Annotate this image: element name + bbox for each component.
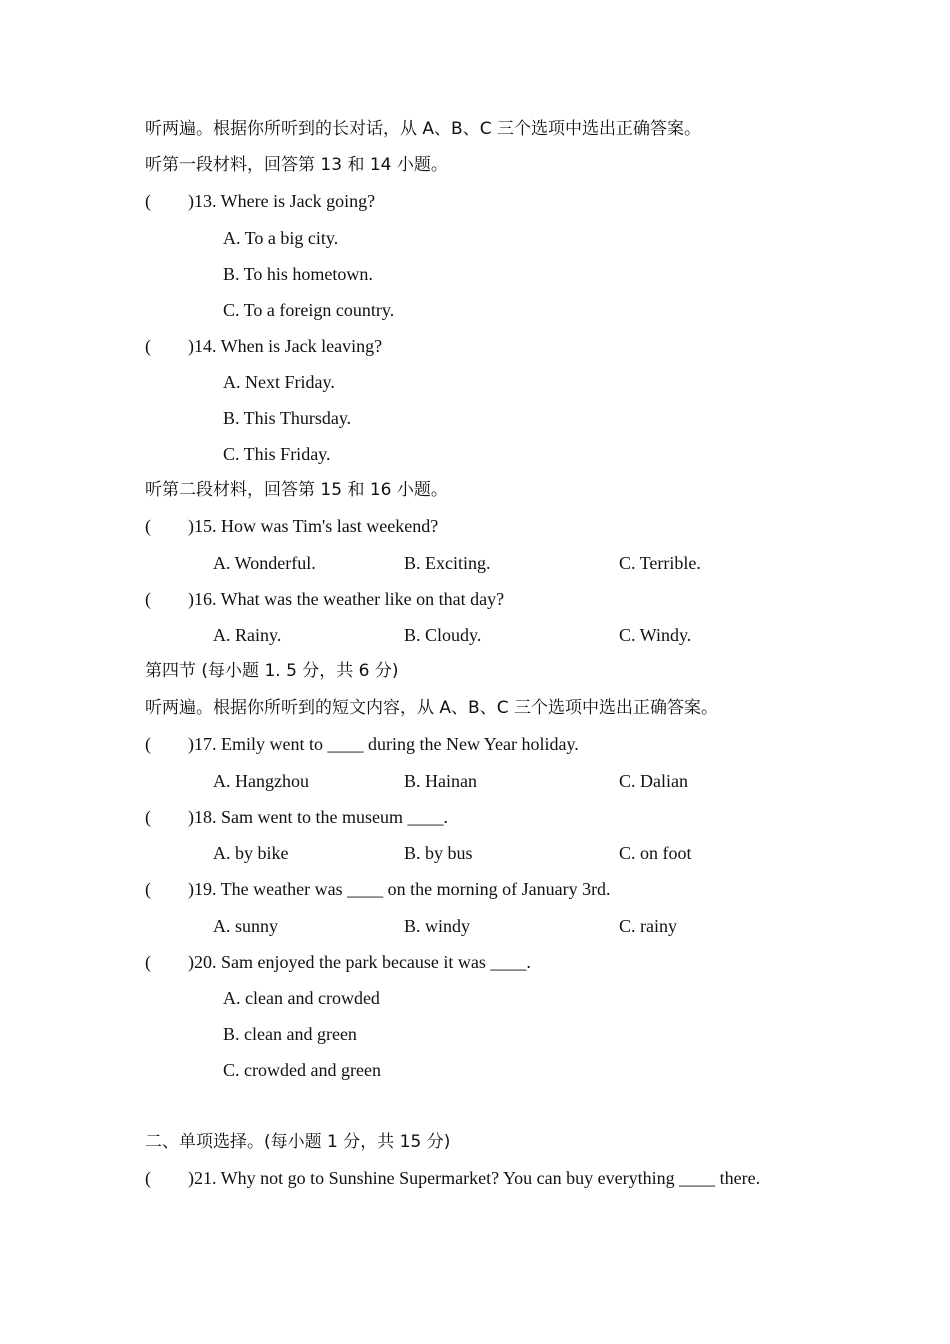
question-18-text: )18. Sam went to the museum ____.	[188, 807, 448, 827]
answer-blank-14[interactable]: (	[145, 336, 151, 356]
question-16-option-c: C. Windy.	[619, 625, 692, 645]
question-14-option-b: B. This Thursday.	[223, 408, 352, 428]
answer-blank-21[interactable]: (	[145, 1168, 151, 1188]
question-17-option-a: A. Hangzhou	[213, 771, 309, 791]
question-17-text: )17. Emily went to ____ during the New Year holiday.	[188, 734, 579, 754]
question-19-option-a: A. sunny	[213, 916, 279, 936]
question-19-option-c: C. rainy	[619, 916, 677, 936]
section-4-header: 第四节 (每小题 1. 5 分，共 6 分)	[145, 661, 399, 681]
question-20-option-a: A. clean and crowded	[223, 988, 380, 1008]
question-13-text: )13. Where is Jack going?	[188, 191, 376, 211]
question-18-option-a: A. by bike	[213, 843, 289, 863]
question-21-text: )21. Why not go to Sunshine Supermarket? You can buy everything ____ there.	[188, 1168, 761, 1188]
question-14-option-c: C. This Friday.	[223, 444, 331, 464]
instruction-long-dialogue: 听两遍。根据你所听到的长对话，从 A、B、C 三个选项中选出正确答案。	[145, 119, 701, 139]
question-18-option-c: C. on foot	[619, 843, 692, 863]
question-13-option-c: C. To a foreign country.	[223, 300, 395, 320]
answer-blank-15[interactable]: (	[145, 516, 151, 536]
question-17-option-c: C. Dalian	[619, 771, 688, 791]
instruction-material-1: 听第一段材料，回答第 13 和 14 小题。	[145, 155, 448, 175]
question-13-option-b: B. To his hometown.	[223, 264, 373, 284]
answer-blank-19[interactable]: (	[145, 879, 151, 899]
question-19-option-b: B. windy	[404, 916, 471, 936]
instruction-short-passage: 听两遍。根据你所听到的短文内容，从 A、B、C 三个选项中选出正确答案。	[145, 698, 718, 718]
question-20-option-b: B. clean and green	[223, 1024, 357, 1044]
instruction-material-2: 听第二段材料，回答第 15 和 16 小题。	[145, 480, 448, 500]
question-13-option-a: A. To a big city.	[223, 228, 339, 248]
question-16-text: )16. What was the weather like on that day?	[188, 589, 505, 609]
answer-blank-18[interactable]: (	[145, 807, 151, 827]
question-19-text: )19. The weather was ____ on the morning of January 3rd.	[188, 879, 611, 899]
answer-blank-13[interactable]: (	[145, 191, 151, 211]
answer-blank-17[interactable]: (	[145, 734, 151, 754]
question-16-option-a: A. Rainy.	[213, 625, 282, 645]
question-17-option-b: B. Hainan	[404, 771, 477, 791]
question-14-option-a: A. Next Friday.	[223, 372, 335, 392]
answer-blank-16[interactable]: (	[145, 589, 151, 609]
question-15-option-a: A. Wonderful.	[213, 553, 316, 573]
question-15-text: )15. How was Tim's last weekend?	[188, 516, 439, 536]
question-18-option-b: B. by bus	[404, 843, 473, 863]
question-20-option-c: C. crowded and green	[223, 1060, 381, 1080]
question-15-option-c: C. Terrible.	[619, 553, 701, 573]
question-15-option-b: B. Exciting.	[404, 553, 491, 573]
question-16-option-b: B. Cloudy.	[404, 625, 482, 645]
question-20-text: )20. Sam enjoyed the park because it was ____.	[188, 952, 531, 972]
part-2-header: 二、单项选择。(每小题 1 分，共 15 分)	[145, 1132, 451, 1152]
question-14-text: )14. When is Jack leaving?	[188, 336, 383, 356]
answer-blank-20[interactable]: (	[145, 952, 151, 972]
